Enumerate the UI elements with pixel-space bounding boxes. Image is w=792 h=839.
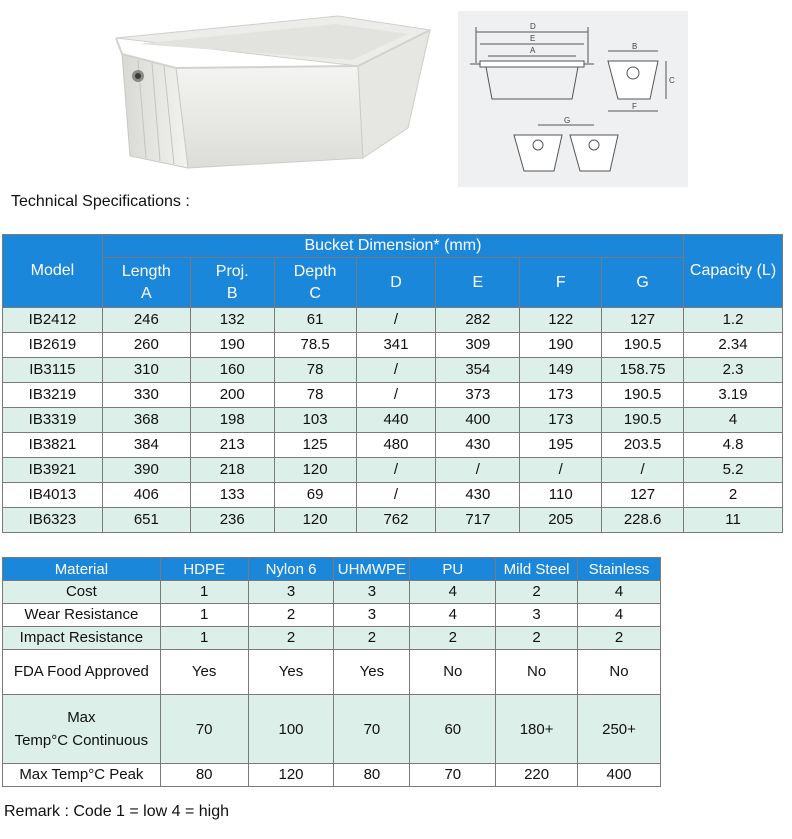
value-cell: 195: [520, 433, 602, 458]
property-value: 2: [334, 627, 410, 650]
value-cell: 2.3: [684, 358, 783, 383]
model-cell: IB3821: [3, 433, 103, 458]
value-cell: 198: [190, 408, 274, 433]
value-cell: 190.5: [602, 408, 684, 433]
table-row: [3, 604, 661, 627]
value-cell: 430: [436, 433, 520, 458]
value-cell: 218: [190, 458, 274, 483]
value-cell: 368: [102, 408, 190, 433]
table-row: [3, 383, 783, 408]
table-row: [3, 695, 661, 764]
property-label: [3, 650, 161, 695]
value-cell: 651: [102, 508, 190, 533]
value-cell: 309: [436, 333, 520, 358]
property-value: 1: [160, 581, 248, 604]
value-cell: 190: [190, 333, 274, 358]
subheader-letter: C: [309, 284, 321, 302]
value-cell: /: [356, 458, 436, 483]
drawing-label-d: D: [530, 22, 536, 31]
model-cell: IB3319: [3, 408, 103, 433]
property-value: No: [578, 650, 661, 695]
value-cell: 78: [274, 383, 356, 408]
model-cell: IB3219: [3, 383, 103, 408]
value-cell: 330: [102, 383, 190, 408]
subheader-line: Depth: [293, 262, 337, 280]
value-cell: /: [520, 458, 602, 483]
property-value: 80: [334, 764, 410, 787]
value-cell: 125: [274, 433, 356, 458]
table-row: [3, 358, 783, 383]
material-header: Mild Steel: [496, 558, 578, 581]
model-cell: IB6323: [3, 508, 103, 533]
value-cell: 158.75: [602, 358, 684, 383]
value-cell: /: [356, 358, 436, 383]
value-cell: 110: [520, 483, 602, 508]
subheader-line: Length: [121, 262, 171, 280]
model-cell: IB2619: [3, 333, 103, 358]
value-cell: 69: [274, 483, 356, 508]
property-label-line: Cost: [65, 583, 97, 600]
property-value: 100: [248, 695, 334, 764]
subheader-line: E: [472, 273, 484, 291]
material-header: Material: [3, 558, 161, 581]
bucket-photo: [108, 8, 438, 178]
value-cell: 205: [520, 508, 602, 533]
material-header: Nylon 6: [248, 558, 334, 581]
dimension-subheader: [356, 258, 436, 308]
value-cell: 4.8: [684, 433, 783, 458]
table-row: [3, 627, 661, 650]
table-row: [3, 333, 783, 358]
property-label-line: Impact Resistance: [19, 629, 144, 646]
value-cell: 282: [436, 308, 520, 333]
value-cell: 160: [190, 358, 274, 383]
subheader-line: G: [636, 273, 649, 291]
property-value: 2: [496, 627, 578, 650]
table-row: [3, 483, 783, 508]
value-cell: 190.5: [602, 383, 684, 408]
value-cell: 400: [436, 408, 520, 433]
value-cell: 384: [102, 433, 190, 458]
subheader-line: F: [555, 273, 566, 291]
value-cell: 190.5: [602, 333, 684, 358]
value-cell: 103: [274, 408, 356, 433]
value-cell: 480: [356, 433, 436, 458]
model-header: Model: [3, 235, 103, 308]
value-cell: 213: [190, 433, 274, 458]
property-value: Yes: [160, 650, 248, 695]
property-value: Yes: [248, 650, 334, 695]
dimension-drawing: [458, 11, 688, 187]
model-cell: IB2412: [3, 308, 103, 333]
value-cell: 190: [520, 333, 602, 358]
value-cell: 260: [102, 333, 190, 358]
dimension-subheader: [436, 258, 520, 308]
value-cell: /: [356, 383, 436, 408]
value-cell: 5.2: [684, 458, 783, 483]
property-value: Yes: [334, 650, 410, 695]
value-cell: 203.5: [602, 433, 684, 458]
value-cell: 373: [436, 383, 520, 408]
value-cell: 200: [190, 383, 274, 408]
value-cell: 246: [102, 308, 190, 333]
dimension-subheader: [520, 258, 602, 308]
value-cell: 127: [602, 308, 684, 333]
property-value: No: [496, 650, 578, 695]
drawing-label-e: E: [530, 34, 536, 43]
property-value: 80: [160, 764, 248, 787]
value-cell: 2.34: [684, 333, 783, 358]
property-value: 400: [578, 764, 661, 787]
value-cell: 4: [684, 408, 783, 433]
property-value: 120: [248, 764, 334, 787]
value-cell: 78.5: [274, 333, 356, 358]
table-row: [3, 433, 783, 458]
value-cell: /: [436, 458, 520, 483]
value-cell: 354: [436, 358, 520, 383]
value-cell: 149: [520, 358, 602, 383]
subheader-line: Proj.: [215, 262, 249, 280]
value-cell: 120: [274, 508, 356, 533]
property-value: 180+: [496, 695, 578, 764]
bucket-dimension-table: [2, 234, 783, 533]
drawing-label-c: C: [669, 76, 675, 85]
value-cell: 133: [190, 483, 274, 508]
property-label: [3, 627, 161, 650]
drawing-label-a: A: [530, 46, 536, 55]
material-header: HDPE: [160, 558, 248, 581]
property-value: 3: [334, 581, 410, 604]
value-cell: 228.6: [602, 508, 684, 533]
technical-specifications-heading: Technical Specifications :: [11, 193, 190, 210]
property-value: 220: [496, 764, 578, 787]
property-value: 70: [334, 695, 410, 764]
property-value: 2: [248, 627, 334, 650]
value-cell: 173: [520, 408, 602, 433]
subheader-line: D: [390, 273, 402, 291]
bucket-dimension-header: Bucket Dimension* (mm): [102, 235, 683, 258]
table-row: [3, 408, 783, 433]
material-header: PU: [410, 558, 496, 581]
subheader-letter: A: [140, 284, 152, 302]
dimension-subheader: [602, 258, 684, 308]
property-value: 3: [496, 604, 578, 627]
property-label: [3, 581, 161, 604]
property-label-line: Max: [67, 709, 96, 726]
value-cell: 2: [684, 483, 783, 508]
value-cell: 3.19: [684, 383, 783, 408]
property-value: 4: [578, 581, 661, 604]
property-label: [3, 695, 161, 764]
property-label-line: Temp°C Continuous: [14, 732, 149, 749]
value-cell: 122: [520, 308, 602, 333]
property-value: 60: [410, 695, 496, 764]
table-row: [3, 581, 661, 604]
property-label-line: FDA Food Approved: [13, 663, 149, 680]
property-value: 4: [410, 604, 496, 627]
value-cell: 78: [274, 358, 356, 383]
value-cell: 236: [190, 508, 274, 533]
drawing-label-b: B: [632, 42, 638, 51]
drawing-label-g: G: [564, 116, 571, 125]
dimension-subheader: [102, 258, 190, 308]
property-value: 70: [160, 695, 248, 764]
table-row: [3, 764, 661, 787]
property-value: 70: [410, 764, 496, 787]
property-label: [3, 764, 161, 787]
property-label-line: Wear Resistance: [24, 606, 139, 623]
drawing-label-f: F: [632, 102, 637, 111]
remark-note: Remark : Code 1 = low 4 = high: [4, 803, 230, 820]
material-header: Stainless: [578, 558, 661, 581]
value-cell: 440: [356, 408, 436, 433]
value-cell: 430: [436, 483, 520, 508]
value-cell: 717: [436, 508, 520, 533]
property-value: 2: [496, 581, 578, 604]
property-value: 250+: [578, 695, 661, 764]
property-value: 2: [410, 627, 496, 650]
dimension-subheader: [190, 258, 274, 308]
value-cell: 61: [274, 308, 356, 333]
table-row: [3, 458, 783, 483]
property-value: 1: [160, 604, 248, 627]
value-cell: /: [356, 308, 436, 333]
value-cell: 406: [102, 483, 190, 508]
property-value: 2: [248, 604, 334, 627]
value-cell: 173: [520, 383, 602, 408]
value-cell: 132: [190, 308, 274, 333]
value-cell: 390: [102, 458, 190, 483]
property-label-line: Max Temp°C Peak: [19, 766, 144, 783]
model-cell: IB3921: [3, 458, 103, 483]
value-cell: /: [356, 483, 436, 508]
value-cell: 310: [102, 358, 190, 383]
model-cell: IB4013: [3, 483, 103, 508]
property-value: 4: [578, 604, 661, 627]
material-header: UHMWPE: [334, 558, 410, 581]
table-row: [3, 308, 783, 333]
capacity-header: Capacity (L): [684, 235, 783, 308]
property-label: [3, 604, 161, 627]
property-value: 3: [334, 604, 410, 627]
property-value: 3: [248, 581, 334, 604]
subheader-letter: B: [226, 284, 238, 302]
value-cell: 1.2: [684, 308, 783, 333]
value-cell: 11: [684, 508, 783, 533]
property-value: No: [410, 650, 496, 695]
table-row: [3, 650, 661, 695]
property-value: 4: [410, 581, 496, 604]
value-cell: 120: [274, 458, 356, 483]
table-row: [3, 508, 783, 533]
property-value: 2: [578, 627, 661, 650]
dimension-subheader: [274, 258, 356, 308]
value-cell: 127: [602, 483, 684, 508]
value-cell: /: [602, 458, 684, 483]
value-cell: 341: [356, 333, 436, 358]
model-cell: IB3115: [3, 358, 103, 383]
material-comparison-table: [2, 557, 661, 787]
value-cell: 762: [356, 508, 436, 533]
property-value: 1: [160, 627, 248, 650]
